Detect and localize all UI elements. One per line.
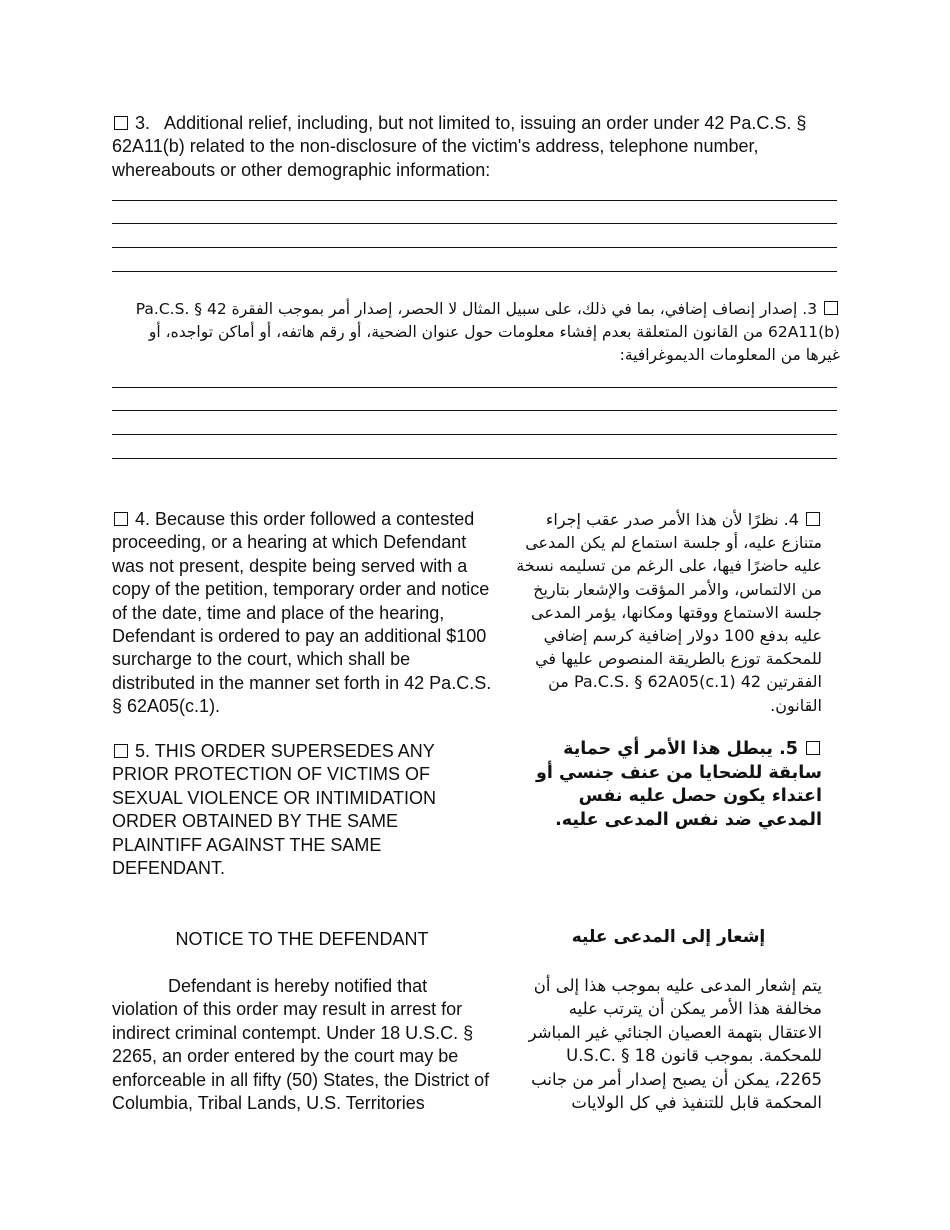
notice-arabic (515, 974, 822, 1114)
blank-line[interactable] (112, 247, 837, 248)
item-5-arabic-checkbox[interactable] (806, 741, 820, 755)
notice-heading-english: NOTICE TO THE DEFENDANT (175, 929, 429, 949)
item-4-arabic-text: 4. نظرًا لأن هذا الأمر صدر عقب إجراء متنازع عليه، أو جلسة استماع لم يكن المدعى عليه حاضرًا فيها، على الرغم من تسليمه نسخة من الالتماس، والأمر المؤقت والإشعار بتاريخ جلسة الاستماع ووقتها ومكانها، يؤمر المدعى عليه بدفع 100 دولار إضافية كرسم إضافي للمحكمة توزع بالطريقة المنصوص عليها في الفقرتين 42 Pa.C.S. § 62A05(c.1) من القانون. (516, 510, 822, 715)
item-3-arabic-text: 3. إصدار إنصاف إضافي، بما في ذلك، على سبيل المثال لا الحصر، إصدار أمر بموجب الفقرة 42 Pa.C.S. § 62A11(b) من القانون المتعلقة بعدم إفشاء معلومات حول عنوان الضحية، أو رقم هاتفه، أو أماكن تواجده، أو غيرها من المعلومات الديموغرافية: (135, 300, 840, 364)
notice-english-text: Defendant is hereby notified that violation of this order may result in arrest for indirect criminal contempt. Under 18 U.S.C. § 2265, an order entered by the court may be enforceable in all fifty (50) States, the District of Columbia, Tribal Lands, U.S. Territories (112, 976, 490, 1114)
item-4-text: 4. Because this order followed a contested proceeding, or a hearing at which Defendant was not present, despite being served with a copy of the petition, temporary order and notice of the date, time and place of the hearing, Defendant is ordered to pay an additional $100 surcharge to the court, which shall be distributed in the manner set forth in 42 Pa.C.S. § 62A05(c.1). (112, 509, 492, 717)
blank-line[interactable] (112, 434, 837, 435)
item-4-english (112, 508, 497, 719)
item-5-arabic (515, 738, 822, 832)
item-4-arabic-checkbox[interactable] (806, 512, 820, 526)
item-3-checkbox[interactable] (114, 116, 128, 130)
notice-arabic-text: يتم إشعار المدعى عليه بموجب هذا إلى أن مخالفة هذا الأمر يمكن أن يترتب عليه الاعتقال بتهمة العصيان الجنائي غير المباشر للمحكمة. بموجب قانون 18 U.S.C. § 2265، يمكن أن يصبح إصدار أمر من جانب المحكمة قابل للتنفيذ في كل الولايات (528, 976, 822, 1113)
item-4-checkbox[interactable] (114, 512, 128, 526)
item-5-checkbox[interactable] (114, 744, 128, 758)
item-5-english (112, 740, 482, 880)
item-5-arabic-text: 5. يبطل هذا الأمر أي حماية سابقة للضحايا من عنف جنسي أو اعتداء يكون حصل عليه نفس المدعي ضد نفس المدعى عليه. (536, 739, 822, 830)
item-4-arabic (515, 508, 822, 717)
blank-line[interactable] (112, 223, 837, 224)
item-3-english (112, 112, 840, 182)
blank-line[interactable] (112, 458, 837, 459)
item-5-text: 5. THIS ORDER SUPERSEDES ANY PRIOR PROTECTION OF VICTIMS OF SEXUAL VIOLENCE OR INTIMIDATION ORDER OBTAINED BY THE SAME PLAINTIFF AGAINST THE SAME DEFENDANT. (112, 741, 437, 879)
item-3-text: Additional relief, including, but not limited to, issuing an order under 42 Pa.C.S. § 62A11(b) related to the non-disclosure of the victim's address, telephone number, whereabouts or other demographic information: (112, 113, 807, 180)
item-3-arabic-checkbox[interactable] (824, 301, 838, 315)
item-3-arabic (115, 298, 840, 367)
item-3-number: 3. (135, 113, 151, 133)
blank-line[interactable] (112, 410, 837, 411)
notice-heading-arabic: إشعار إلى المدعى عليه (571, 927, 766, 947)
blank-line[interactable] (112, 200, 837, 201)
notice-english (112, 975, 497, 1115)
blank-line[interactable] (112, 387, 837, 388)
blank-line[interactable] (112, 271, 837, 272)
